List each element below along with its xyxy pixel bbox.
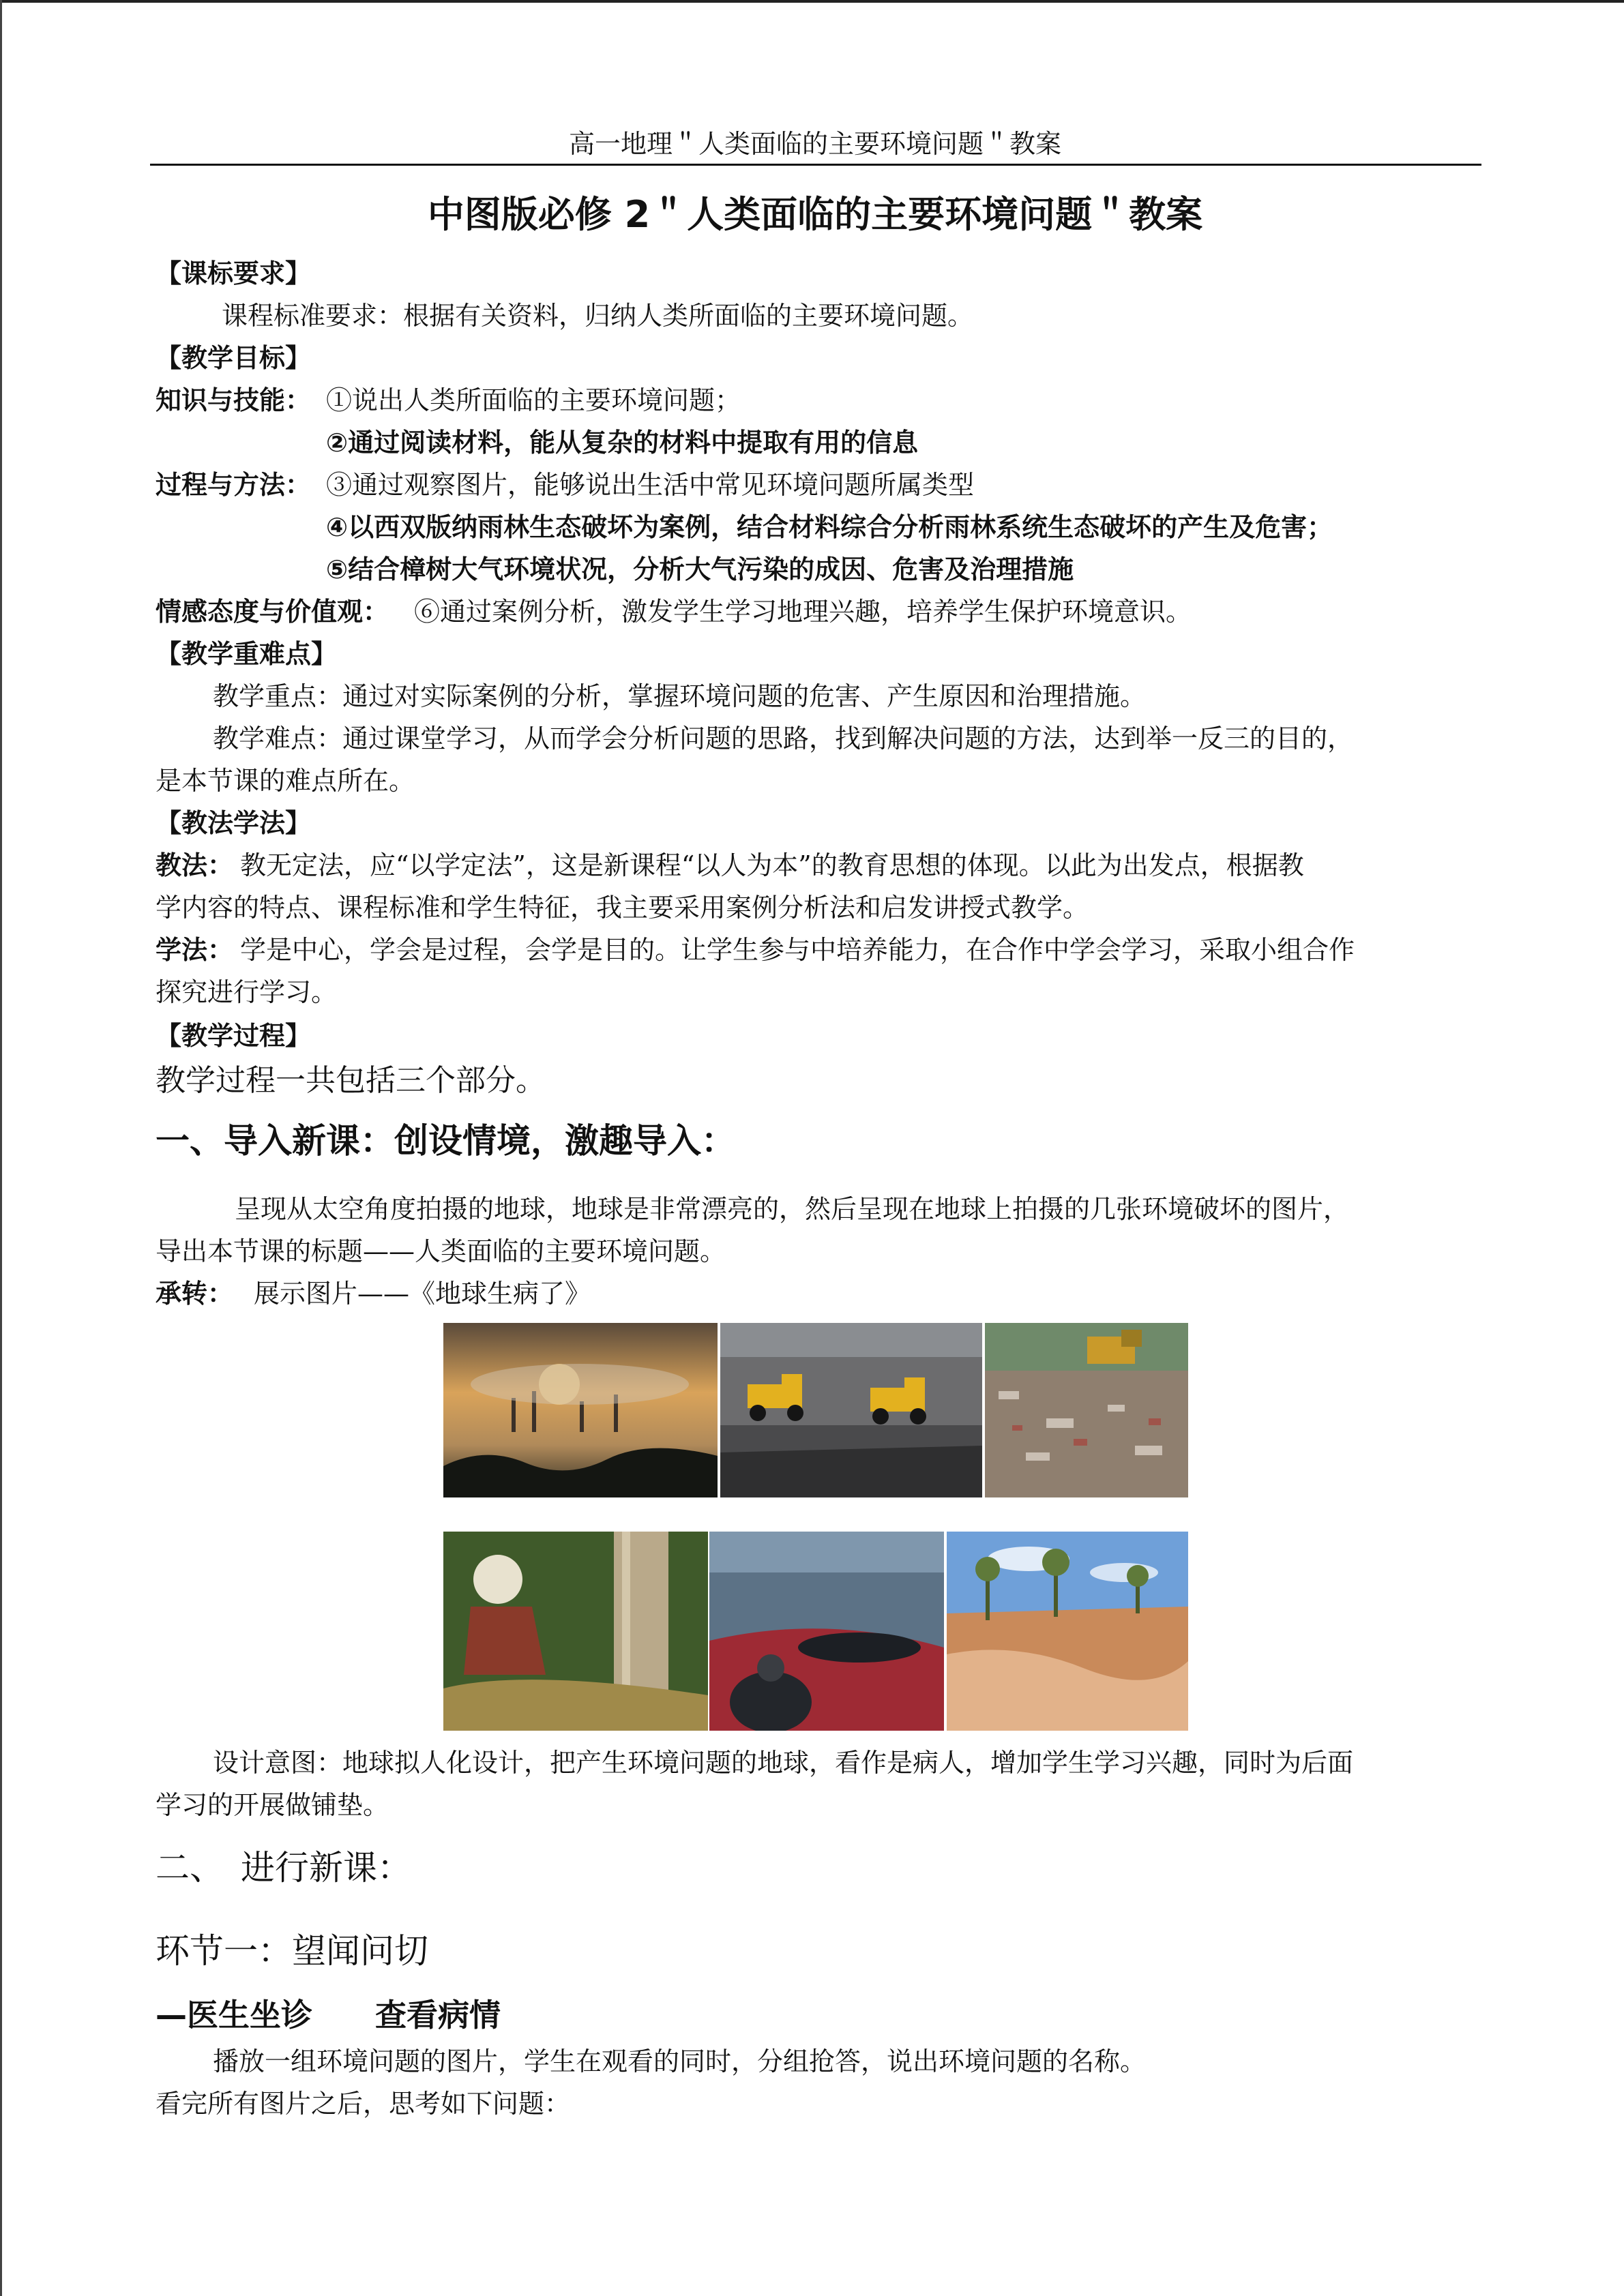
step1-text: 播放一组环境问题的图片，学生在观看的同时，分组抢答，说出环境问题的名称。 [213, 2046, 1147, 2076]
teaching-difficulty-line1: 教学难点：通过课堂学习，从而学会分析问题的思路，找到解决问题的方法，达到举一反三的目的， [213, 724, 1354, 754]
emotion-label: 情感态度与价值观： [156, 597, 389, 627]
teaching-difficulty-line2: 是本节课的难点所在。 [156, 766, 415, 796]
objective-4: ④以西双版纳雨林生态破坏为案例，结合材料综合分析雨林系统生态破坏的产生及危害； [326, 512, 1333, 542]
design-intent-line2: 学习的开展做铺垫。 [156, 1790, 389, 1820]
step1-heading: 环节一：望闻问切 [156, 1931, 428, 1971]
objective-6: ⑥通过案例分析，激发学生学习地理兴趣，培养学生保护环境意识。 [414, 597, 1192, 627]
part1-heading: 一、导入新课：创设情境，激趣导入： [156, 1121, 735, 1161]
learn-method-label: 学法： [156, 934, 234, 965]
part1-text-line2: 导出本节课的标题——人类面临的主要环境问题。 [156, 1236, 726, 1266]
running-header: 高一地理＂人类面临的主要环境问题＂教案 [568, 129, 1061, 159]
methods-heading: 【教法学法】 [156, 808, 312, 838]
page-left-border [0, 0, 2, 2296]
learn-method-line1: 学是中心，学会是过程，会学是目的。让学生参与中培养能力，在合作中学会学习，采取小组合作 [240, 935, 1355, 965]
objective-1: ①说出人类所面临的主要环境问题； [326, 385, 741, 415]
teach-method-line2: 学内容的特点、课程标准和学生特征，我主要采用案例分析法和启发讲授式教学。 [156, 893, 1089, 923]
header-rule [150, 164, 1481, 166]
part1-text-line1: 呈现从太空角度拍摄的地球，地球是非常漂亮的，然后呈现在地球上拍摄的几张环境破坏的图片， [235, 1194, 1350, 1224]
part2-heading: 二、 进行新课： [156, 1848, 411, 1888]
teach-method-line1: 教无定法，应“以学定法”，这是新课程“以人为本”的教育思想的体现。以此为出发点，根据教 [240, 850, 1304, 880]
process-heading: 【教学过程】 [156, 1021, 312, 1051]
process-intro: 教学过程一共包括三个部分。 [156, 1063, 546, 1098]
design-intent-line1: 设计意图：地球拟人化设计，把产生环境问题的地球，看作是病人，增加学生学习兴趣，同时为后面 [213, 1748, 1354, 1778]
teach-method-label: 教法： [156, 850, 234, 880]
objective-5: ⑤结合樟树大气环境状况，分析大气污染的成因、危害及治理措施 [326, 554, 1074, 584]
photo-deforestation [443, 1532, 708, 1731]
step1-after: 看完所有图片之后，思考如下问题： [156, 2089, 571, 2119]
photo-air-pollution [443, 1323, 718, 1497]
document-title: 中图版必修 2＂人类面临的主要环境问题＂教案 [427, 193, 1203, 236]
step1-subheading: —医生坐诊 查看病情 [156, 1997, 501, 2033]
teaching-focus: 教学重点：通过对实际案例的分析，掌握环境问题的危害、产生原因和治理措施。 [213, 681, 1147, 711]
key-points-heading: 【教学重难点】 [156, 639, 338, 669]
knowledge-label: 知识与技能： [156, 385, 312, 415]
objectives-heading: 【教学目标】 [156, 343, 312, 373]
objective-3: ③通过观察图片，能够说出生活中常见环境问题所属类型 [326, 470, 975, 500]
photo-mining-trucks [720, 1323, 982, 1497]
curriculum-text: 课程标准要求：根据有关资料，归纳人类所面临的主要环境问题。 [222, 301, 974, 331]
curriculum-heading: 【课标要求】 [156, 258, 312, 288]
objective-2: ②通过阅读材料，能从复杂的材料中提取有用的信息 [326, 428, 919, 458]
learn-method-line2: 探究进行学习。 [156, 977, 338, 1007]
process-label: 过程与方法： [156, 470, 312, 500]
photo-garbage-dump [985, 1323, 1188, 1497]
transition-text: 展示图片——《地球生病了》 [254, 1279, 591, 1309]
transition-label: 承转： [156, 1279, 234, 1309]
photo-soil-erosion [947, 1532, 1188, 1731]
photo-whale-hunt [709, 1532, 944, 1731]
page-top-border [0, 0, 1624, 3]
